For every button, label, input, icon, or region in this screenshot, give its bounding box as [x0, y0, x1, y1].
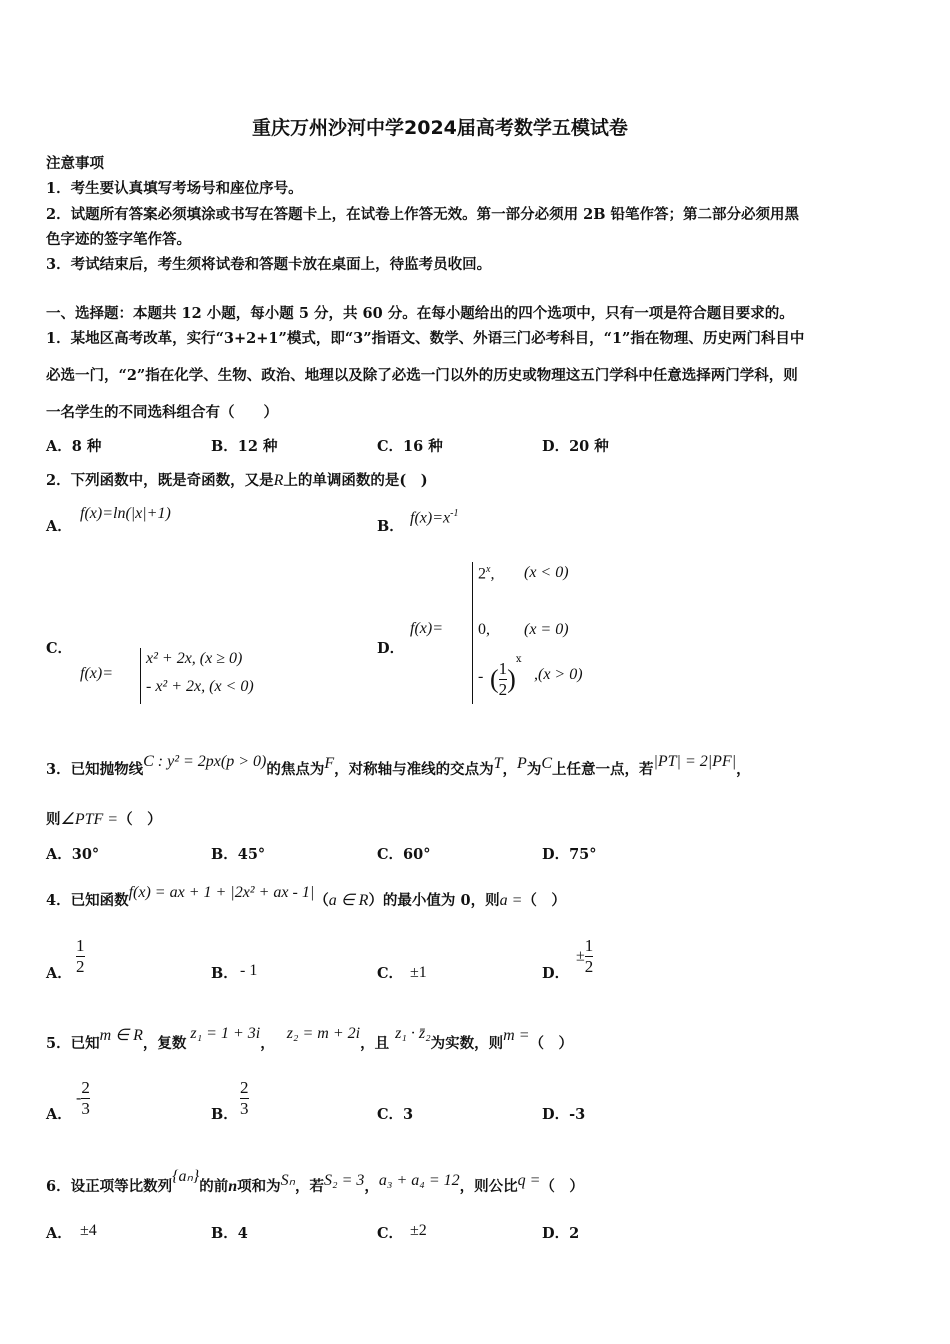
q6-label-b: B．4 [211, 1225, 248, 1242]
q3-option-b: B．45° [211, 846, 266, 863]
q4-label-c: C． [377, 965, 404, 982]
q4-option-c-value: ±1 [410, 964, 427, 981]
q2-option-d-case3-frac: ( $\frac{1}{2}$ )$^x$ [490, 654, 522, 699]
question-1-line: 一名学生的不同选科组合有（ ） [46, 404, 278, 421]
q3-option-d: D．75° [542, 846, 597, 863]
q6-option-a-value: ±4 [80, 1222, 97, 1239]
q4-label-d: D． [542, 965, 570, 982]
q2-option-d-case3-cond: ,(x > 0) [534, 666, 583, 683]
question-3-stem: 3．已知抛物线C : y² = 2px(p > 0)的焦点为F，对称轴与准线的交点为T，P为C上任意一点，若|PT| = 2|PF|， [46, 753, 751, 778]
q2-label-d: D． [377, 640, 405, 657]
q2-option-d-case3-sign: - [478, 668, 484, 685]
q2-option-d-fx: f(x)= [410, 620, 443, 637]
q4-option-b-value: - 1 [240, 962, 258, 979]
q5-label-b: B． [211, 1106, 238, 1123]
q2-option-b-formula: $f(x)=x^{-1}$ [410, 508, 459, 527]
q6-label-a: A． [46, 1225, 72, 1242]
q4-label-b: B． [211, 965, 238, 982]
q2-option-c-case2: - x² + 2x, (x < 0) [146, 678, 254, 695]
notice-heading: 注意事项 [46, 155, 104, 172]
question-5-stem: 5．已知m ∈ R，复数z₁ = 1 + 3i，z₂ = m + 2i，且z₁ · z̄₂为实数，则m =（ ） [46, 1025, 574, 1052]
question-1-line: 1．某地区高考改革，实行“3+2+1”模式，即“3”指语文、数学、外语三门必考科目，“1”指在物理、历史两门科目中 [46, 330, 805, 347]
q2-label-b: B． [377, 518, 404, 535]
question-4-stem: 4．已知函数f(x) = ax + 1 + |2x² + ax - 1|（a ∈ R）的最小值为 0，则a =（ ） [46, 884, 566, 909]
q2-option-c-fx: f(x)= [80, 665, 113, 682]
q2-option-d-brace [472, 562, 473, 704]
q5-option-b-value: $\frac{2}{3}$ [240, 1078, 249, 1118]
q3-option-a: A．30° [46, 846, 100, 863]
q2-option-d-case2: 0, [478, 621, 490, 638]
question-2-stem: 2．下列函数中，既是奇函数，又是R上的单调函数的是( ) [46, 472, 428, 489]
q5-option-a-value: - $\frac{2}{3}$ [76, 1078, 90, 1118]
q2-label-a: A． [46, 518, 72, 535]
q5-label-d: D．-3 [542, 1106, 586, 1123]
q1-option-c: C．16 种 [377, 438, 443, 455]
q2-option-d-case1: 2$^x$, [478, 564, 495, 583]
q6-option-c-value: ±2 [410, 1222, 427, 1239]
q1-option-b: B．12 种 [211, 438, 278, 455]
q1-option-d: D．20 种 [542, 438, 609, 455]
q5-label-c: C．3 [377, 1106, 414, 1123]
q6-label-c: C． [377, 1225, 404, 1242]
q2-label-c: C． [46, 640, 73, 657]
q2-option-c-brace [140, 648, 141, 704]
notice-item: 3．考试结束后，考生须将试卷和答题卡放在桌面上，待监考员收回。 [46, 256, 492, 273]
question-1-line: 必选一门，“2”指在化学、生物、政治、地理以及除了必选一门以外的历史或物理这五门学科中任意选择两门学科，则 [46, 367, 798, 384]
q2-option-c-case1: x² + 2x, (x ≥ 0) [146, 650, 243, 667]
question-6-stem: 6．设正项等比数列{aₙ}的前n项和为Sₙ，若S₂ = 3，a₃ + a₄ = 12，则公比q =（ ） [46, 1168, 584, 1195]
q2-option-d-case2-cond: (x = 0) [524, 621, 569, 638]
notice-item: 色字迹的签字笔作答。 [46, 231, 191, 248]
q2-option-d-case1-cond: (x < 0) [524, 564, 569, 581]
q2-option-a-formula: f(x)=ln(|x|+1) [80, 505, 171, 522]
question-3-line2: 则∠PTF =（ ） [46, 811, 162, 828]
q5-label-a: A． [46, 1106, 72, 1123]
q6-label-d: D．2 [542, 1225, 580, 1242]
q3-option-c: C．60° [377, 846, 431, 863]
q4-label-a: A． [46, 965, 72, 982]
page-title: 重庆万州沙河中学2024届高考数学五模试卷 [252, 117, 628, 139]
notice-item: 2．试题所有答案必须填涂或书写在答题卡上，在试卷上作答无效。第一部分必须用 2B 铅笔作答；第二部分必须用黑 [46, 206, 800, 223]
q1-option-a: A．8 种 [46, 438, 102, 455]
q4-option-d-value: ± $\frac{1}{2}$ [576, 936, 594, 976]
q4-option-a-frac: $\frac{1}{2}$ [76, 936, 85, 976]
notice-item: 1．考生要认真填写考场号和座位序号。 [46, 180, 303, 197]
section-heading: 一、选择题：本题共 12 小题，每小题 5 分，共 60 分。在每小题给出的四个选项中，只有一项是符合题目要求的。 [46, 305, 794, 322]
